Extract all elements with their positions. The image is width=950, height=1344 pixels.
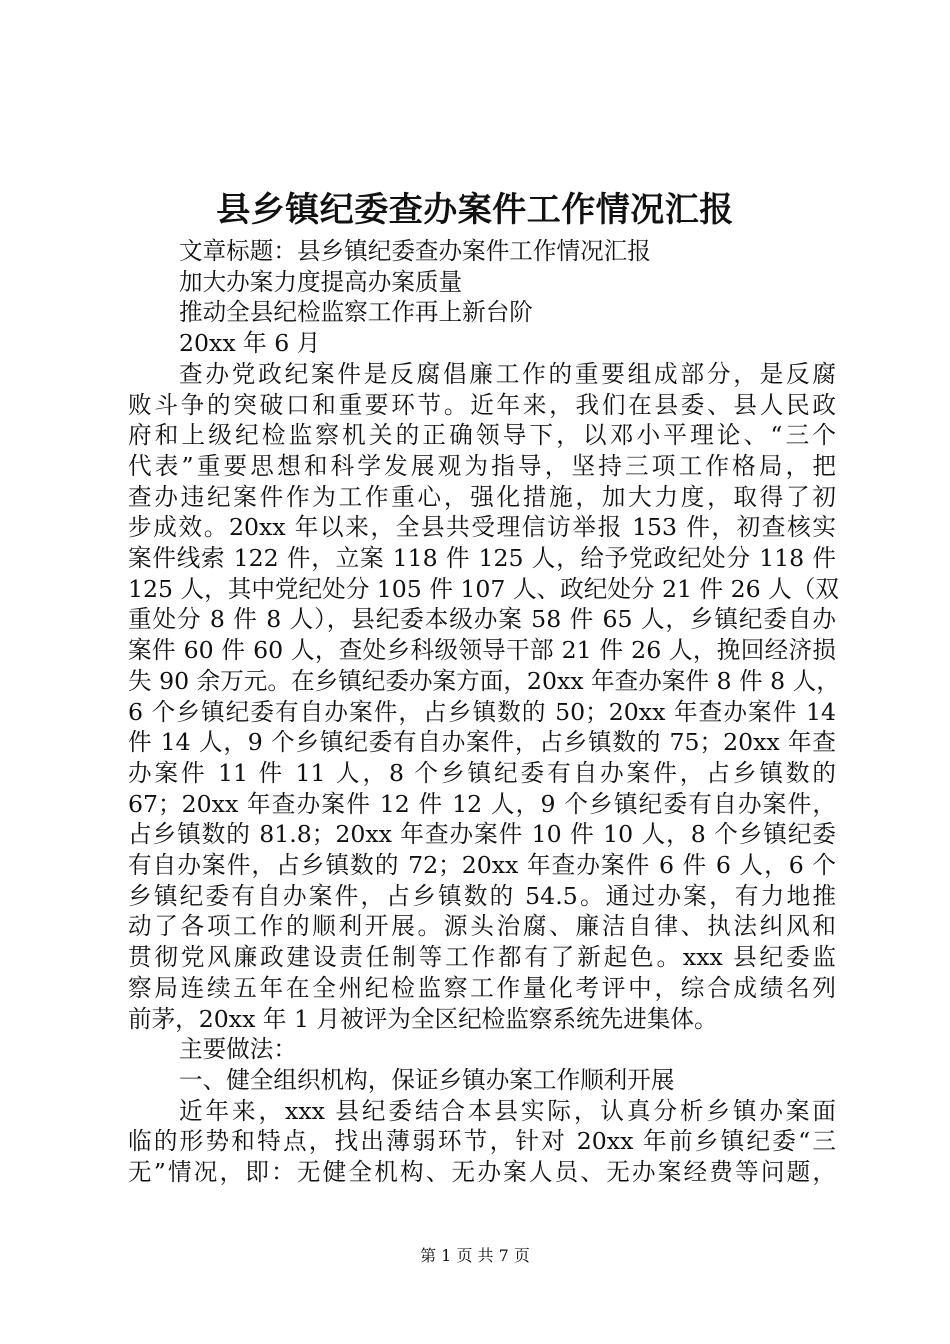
paragraph-line: 贯彻党风廉政建设责任制等工作都有了新起色。xxx 县纪委监 xyxy=(128,943,836,972)
paragraph-line: 代表”重要思想和科学发展观为指导，坚持三项工作格局，把 xyxy=(128,451,836,480)
paragraph-line: 125 人，其中党纪处分 105 件 107 人、政纪处分 21 件 26 人（双 xyxy=(128,574,839,603)
paragraph-line: 步成效。20xx 年以来，全县共受理信访举报 153 件，初查核实 xyxy=(128,513,836,542)
subtitle-line-1: 加大办案力度提高办案质量 xyxy=(179,267,463,296)
paragraph-line: 府和上级纪检监察机关的正确领导下，以邓小平理论、“三个 xyxy=(128,421,836,450)
paragraph-line: 查办党政纪案件是反腐倡廉工作的重要组成部分，是反腐 xyxy=(179,359,836,388)
paragraph-line: 动了各项工作的顺利开展。源头治腐、廉洁自律、执法纠风和 xyxy=(128,912,836,941)
paragraph-line: 67；20xx 年查办案件 12 件 12 人，9 个乡镇纪委有自办案件， xyxy=(128,789,836,818)
date-line: 20xx 年 6 月 xyxy=(179,329,321,358)
page-footer: 第 1 页 共 7 页 xyxy=(420,1246,530,1265)
paragraph-line: 失 90 余万元。在乡镇纪委办案方面，20xx 年查办案件 8 件 8 人， xyxy=(128,666,840,695)
paragraph-line: 无”情况，即：无健全机构、无办案人员、无办案经费等问题， xyxy=(128,1158,836,1187)
section-label: 主要做法： xyxy=(179,1035,297,1064)
paragraph-line: 重处分 8 件 8 人），县纪委本级办案 58 件 65 人，乡镇纪委自办 xyxy=(128,605,836,634)
paragraph-line: 近年来，xxx 县纪委结合本县实际，认真分析乡镇办案面 xyxy=(179,1096,836,1125)
paragraph-line: 有自办案件，占乡镇数的 72；20xx 年查办案件 6 件 6 人，6 个 xyxy=(128,851,836,880)
section-heading: 一、健全组织机构，保证乡镇办案工作顺利开展 xyxy=(179,1065,675,1094)
paragraph-line: 办案件 11 件 11 人，8 个乡镇纪委有自办案件，占乡镇数的 xyxy=(128,758,836,787)
article-title-line: 文章标题：县乡镇纪委查办案件工作情况汇报 xyxy=(179,237,651,265)
paragraph-line: 案件线索 122 件，立案 118 件 125 人，给予党政纪处分 118 件 xyxy=(128,544,836,573)
paragraph-line: 查办违纪案件作为工作重心，强化措施，加大力度，取得了初 xyxy=(128,482,836,511)
paragraph-line: 占乡镇数的 81.8；20xx 年查办案件 10 件 10 人，8 个乡镇纪委 xyxy=(128,820,836,849)
document-body xyxy=(128,236,840,1188)
document-title: 县乡镇纪委查办案件工作情况汇报 xyxy=(216,190,734,230)
paragraph-line: 件 14 人，9 个乡镇纪委有自办案件，占乡镇数的 75；20xx 年查 xyxy=(128,728,836,757)
paragraph-line: 临的形势和特点，找出薄弱环节，针对 20xx 年前乡镇纪委“三 xyxy=(128,1127,836,1156)
paragraph-line: 察局连续五年在全州纪检监察工作量化考评中，综合成绩名列 xyxy=(128,973,836,1002)
paragraph-line: 6 个乡镇纪委有自办案件，占乡镇数的 50；20xx 年查办案件 14 xyxy=(128,697,836,726)
paragraph-line: 前茅，20xx 年 1 月被评为全区纪检监察系统先进集体。 xyxy=(128,1004,718,1033)
subtitle-line-2: 推动全县纪检监察工作再上新台阶 xyxy=(179,298,533,327)
paragraph-line: 案件 60 件 60 人，查处乡科级领导干部 21 件 26 人，挽回经济损 xyxy=(128,636,836,665)
paragraph-line: 败斗争的突破口和重要环节。近年来，我们在县委、县人民政 xyxy=(128,390,836,419)
paragraph-line: 乡镇纪委有自办案件，占乡镇数的 54.5。通过办案，有力地推 xyxy=(128,881,836,910)
